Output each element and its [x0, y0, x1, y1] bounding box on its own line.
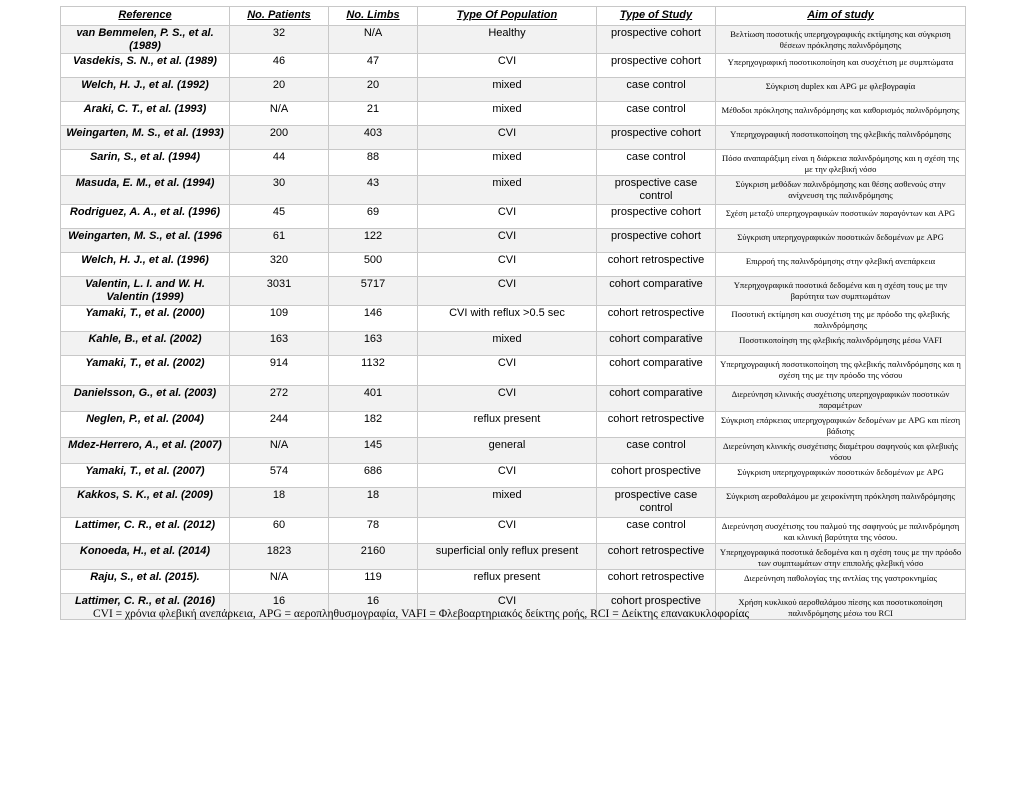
cell-patients: N/A [230, 438, 329, 464]
cell-study-type: prospective case control [597, 176, 716, 205]
cell-study-type: cohort retrospective [597, 306, 716, 332]
cell-limbs: 20 [329, 78, 418, 102]
cell-study-type: prospective case control [597, 488, 716, 518]
cell-limbs: 5717 [329, 277, 418, 306]
table-row [61, 102, 966, 126]
cell-reference: Weingarten, M. S., et al. (1996 [61, 229, 230, 253]
cell-limbs: 2160 [329, 544, 418, 570]
cell-study-type: cohort prospective [597, 464, 716, 488]
cell-aim: Πόσο αναπαράξιμη είναι η διάρκεια παλινδρόμησης και η σχέση της με την φλεβική νόσο [716, 150, 966, 176]
cell-limbs: 16 [329, 594, 418, 620]
cell-study-type: case control [597, 102, 716, 126]
cell-aim: Σύγκριση μεθόδων παλινδρόμησης και θέσης ασθενούς στην ανίχνευση της παλινδρόμησης [716, 176, 966, 205]
cell-reference: Kakkos, S. K., et al. (2009) [61, 488, 230, 518]
cell-population: mixed [418, 332, 597, 356]
table-row [61, 126, 966, 150]
cell-reference: Yamaki, T., et al. (2000) [61, 306, 230, 332]
cell-population: CVI [418, 205, 597, 229]
header-study-type: Type of Study [597, 7, 716, 26]
cell-patients: 320 [230, 253, 329, 277]
cell-limbs: 47 [329, 54, 418, 78]
cell-population: CVI [418, 277, 597, 306]
cell-study-type: case control [597, 150, 716, 176]
cell-patients: 1823 [230, 544, 329, 570]
cell-study-type: prospective cohort [597, 229, 716, 253]
cell-aim: Σύγκριση επάρκειας υπερηχογραφικών δεδομένων με APG και πίεση βάδισης [716, 412, 966, 438]
cell-limbs: 163 [329, 332, 418, 356]
cell-population: mixed [418, 102, 597, 126]
cell-reference: Kahle, B., et al. (2002) [61, 332, 230, 356]
table-row [61, 277, 966, 306]
cell-patients: 30 [230, 176, 329, 205]
cell-population: CVI [418, 464, 597, 488]
cell-patients: 61 [230, 229, 329, 253]
cell-population: CVI [418, 54, 597, 78]
cell-aim: Μέθοδοι πρόκλησης παλινδρόμησης και καθορισμός παλινδρόμησης [716, 102, 966, 126]
cell-reference: Weingarten, M. S., et al. (1993) [61, 126, 230, 150]
cell-patients: N/A [230, 570, 329, 594]
cell-limbs: 686 [329, 464, 418, 488]
cell-population: reflux present [418, 412, 597, 438]
cell-patients: 163 [230, 332, 329, 356]
cell-reference: Valentin, L. I. and W. H. Valentin (1999) [61, 277, 230, 306]
cell-reference: Rodriguez, A. A., et al. (1996) [61, 205, 230, 229]
cell-study-type: cohort comparative [597, 277, 716, 306]
cell-reference: van Bemmelen, P. S., et al. (1989) [61, 26, 230, 54]
table-row [61, 78, 966, 102]
cell-study-type: prospective cohort [597, 205, 716, 229]
table-row [61, 464, 966, 488]
cell-population: mixed [418, 150, 597, 176]
header-reference: Reference [61, 7, 230, 26]
cell-study-type: cohort comparative [597, 332, 716, 356]
table-row [61, 544, 966, 570]
cell-patients: 3031 [230, 277, 329, 306]
header-limbs: No. Limbs [329, 7, 418, 26]
table-row [61, 306, 966, 332]
cell-study-type: prospective cohort [597, 54, 716, 78]
cell-limbs: 43 [329, 176, 418, 205]
cell-study-type: cohort retrospective [597, 412, 716, 438]
cell-patients: 200 [230, 126, 329, 150]
cell-aim: Σύγκριση υπερηχογραφικών ποσοτικών δεδομένων με APG [716, 464, 966, 488]
cell-aim: Διερεύνηση παθολογίας της αντλίας της γαστροκνημίας [716, 570, 966, 594]
studies-table [60, 6, 966, 620]
cell-population: CVI with reflux >0.5 sec [418, 306, 597, 332]
table-row [61, 386, 966, 412]
cell-population: CVI [418, 253, 597, 277]
cell-population: reflux present [418, 570, 597, 594]
cell-patients: 45 [230, 205, 329, 229]
header-population: Type Of Population [418, 7, 597, 26]
cell-patients: N/A [230, 102, 329, 126]
cell-study-type: cohort retrospective [597, 253, 716, 277]
table-row [61, 205, 966, 229]
cell-patients: 44 [230, 150, 329, 176]
table-body [61, 26, 966, 620]
cell-reference: Welch, H. J., et al. (1992) [61, 78, 230, 102]
table-row [61, 229, 966, 253]
cell-study-type: prospective cohort [597, 126, 716, 150]
cell-reference: Yamaki, T., et al. (2002) [61, 356, 230, 386]
table-row [61, 356, 966, 386]
cell-limbs: 1132 [329, 356, 418, 386]
cell-limbs: 403 [329, 126, 418, 150]
cell-patients: 109 [230, 306, 329, 332]
cell-aim: Διερεύνηση κλινικής συσχέτισης υπερηχογραφικών ποσοτικών παραμέτρων [716, 386, 966, 412]
cell-reference: Vasdekis, S. N., et al. (1989) [61, 54, 230, 78]
cell-aim: Υπερηχογραφική ποσοτικοποίηση και συσχέτιση με συμπτώματα [716, 54, 966, 78]
cell-reference: Yamaki, T., et al. (2007) [61, 464, 230, 488]
cell-aim: Βελτίωση ποσοτικής υπερηχογραφικής εκτίμησης και σύγκριση θέσεων πρόκλησης παλινδρόμησης [716, 26, 966, 54]
cell-patients: 20 [230, 78, 329, 102]
cell-study-type: case control [597, 78, 716, 102]
cell-population: superficial only reflux present [418, 544, 597, 570]
cell-reference: Neglen, P., et al. (2004) [61, 412, 230, 438]
cell-patients: 914 [230, 356, 329, 386]
cell-reference: Mdez-Herrero, A., et al. (2007) [61, 438, 230, 464]
cell-population: CVI [418, 126, 597, 150]
cell-aim: Χρήση κυκλικού αεροθαλάμου πίεσης και ποσοτικοποίηση παλινδρόμησης μέσω του RCI [716, 594, 966, 620]
table-row [61, 438, 966, 464]
cell-limbs: 401 [329, 386, 418, 412]
cell-reference: Welch, H. J., et al. (1996) [61, 253, 230, 277]
table-row [61, 518, 966, 544]
cell-study-type: cohort retrospective [597, 544, 716, 570]
header-patients: No. Patients [230, 7, 329, 26]
cell-limbs: 182 [329, 412, 418, 438]
cell-population: CVI [418, 356, 597, 386]
cell-population: CVI [418, 518, 597, 544]
cell-reference: Araki, C. T., et al. (1993) [61, 102, 230, 126]
cell-study-type: cohort comparative [597, 386, 716, 412]
cell-limbs: 18 [329, 488, 418, 518]
cell-patients: 60 [230, 518, 329, 544]
cell-reference: Lattimer, C. R., et al. (2016) [61, 594, 230, 620]
cell-aim: Σχέση μεταξύ υπερηχογραφικών ποσοτικών παραγόντων και APG [716, 205, 966, 229]
cell-limbs: 21 [329, 102, 418, 126]
cell-aim: Σύγκριση duplex και APG με φλεβογραφία [716, 78, 966, 102]
cell-aim: Σύγκριση αεροθαλάμου με χειροκίνητη πρόκληση παλινδρόμησης [716, 488, 966, 518]
table-row [61, 570, 966, 594]
cell-aim: Υπερηχογραφική ποσοτικοποίηση της φλεβικής παλινδρόμησης [716, 126, 966, 150]
cell-aim: Επιρροή της παλινδρόμησης στην φλεβική ανεπάρκεια [716, 253, 966, 277]
cell-study-type: case control [597, 518, 716, 544]
table-row [61, 488, 966, 518]
cell-aim: Υπερηχογραφική ποσοτικοποίηση της φλεβικής παλινδρόμησης και η σχέση της με την πρόοδο της νόσου [716, 356, 966, 386]
cell-study-type: prospective cohort [597, 26, 716, 54]
cell-reference: Masuda, E. M., et al. (1994) [61, 176, 230, 205]
cell-patients: 18 [230, 488, 329, 518]
cell-patients: 272 [230, 386, 329, 412]
cell-population: CVI [418, 229, 597, 253]
cell-aim: Υπερηχογραφικά ποσοτικά δεδομένα και η σχέση τους με την πρόοδο των συμπτωμάτων στην επιπολής φλεβική νόσο [716, 544, 966, 570]
table-row [61, 26, 966, 54]
cell-patients: 574 [230, 464, 329, 488]
cell-aim: Ποσοτική εκτίμηση και συσχέτιση της με πρόοδο της φλεβικής παλινδρόμησης [716, 306, 966, 332]
cell-aim: Διερεύνηση κλινικής συσχέτισης διαμέτρου σαφηνούς και φλεβικής νόσου [716, 438, 966, 464]
cell-population: mixed [418, 176, 597, 205]
cell-patients: 16 [230, 594, 329, 620]
cell-patients: 244 [230, 412, 329, 438]
cell-limbs: 78 [329, 518, 418, 544]
cell-limbs: 119 [329, 570, 418, 594]
cell-study-type: cohort comparative [597, 356, 716, 386]
cell-reference: Danielsson, G., et al. (2003) [61, 386, 230, 412]
cell-limbs: 69 [329, 205, 418, 229]
table-row [61, 150, 966, 176]
cell-patients: 32 [230, 26, 329, 54]
table-header [61, 7, 966, 26]
table-row [61, 253, 966, 277]
header-aim: Aim of study [716, 7, 966, 26]
table-row [61, 176, 966, 205]
cell-population: Healthy [418, 26, 597, 54]
cell-study-type: cohort prospective [597, 594, 716, 620]
cell-population: CVI [418, 594, 597, 620]
cell-population: CVI [418, 386, 597, 412]
cell-population: mixed [418, 78, 597, 102]
table-row [61, 332, 966, 356]
cell-population: mixed [418, 488, 597, 518]
cell-aim: Ποσοτικοποίηση της φλεβικής παλινδρόμησης μέσω VAFI [716, 332, 966, 356]
cell-reference: Sarin, S., et al. (1994) [61, 150, 230, 176]
cell-reference: Lattimer, C. R., et al. (2012) [61, 518, 230, 544]
cell-patients: 46 [230, 54, 329, 78]
cell-limbs: 88 [329, 150, 418, 176]
table-row [61, 54, 966, 78]
header-row [61, 7, 966, 26]
cell-limbs: 145 [329, 438, 418, 464]
cell-reference: Raju, S., et al. (2015). [61, 570, 230, 594]
cell-limbs: N/A [329, 26, 418, 54]
cell-limbs: 122 [329, 229, 418, 253]
cell-study-type: cohort retrospective [597, 570, 716, 594]
cell-study-type: case control [597, 438, 716, 464]
cell-aim: Διερεύνηση συσχέτισης του παλμού της σαφηνούς με παλινδρόμηση και κλινική βαρύτητα της νόσου. [716, 518, 966, 544]
cell-reference: Konoeda, H., et al. (2014) [61, 544, 230, 570]
cell-population: general [418, 438, 597, 464]
table-row [61, 412, 966, 438]
cell-aim: Υπερηχογραφικά ποσοτικά δεδομένα και η σχέση τους με την βαρύτητα των συμπτωμάτων [716, 277, 966, 306]
cell-aim: Σύγκριση υπερηχογραφικών ποσοτικών δεδομένων με APG [716, 229, 966, 253]
abbreviations-footnote: CVI = χρόνια φλεβική ανεπάρκεια, APG = αεροπληθυσμογραφία, VAFI = Φλεβοαρτηριακός δείκτης ροής, RCI = Δείκτης επανακυκλοφορίας [93, 608, 750, 620]
cell-limbs: 146 [329, 306, 418, 332]
cell-limbs: 500 [329, 253, 418, 277]
